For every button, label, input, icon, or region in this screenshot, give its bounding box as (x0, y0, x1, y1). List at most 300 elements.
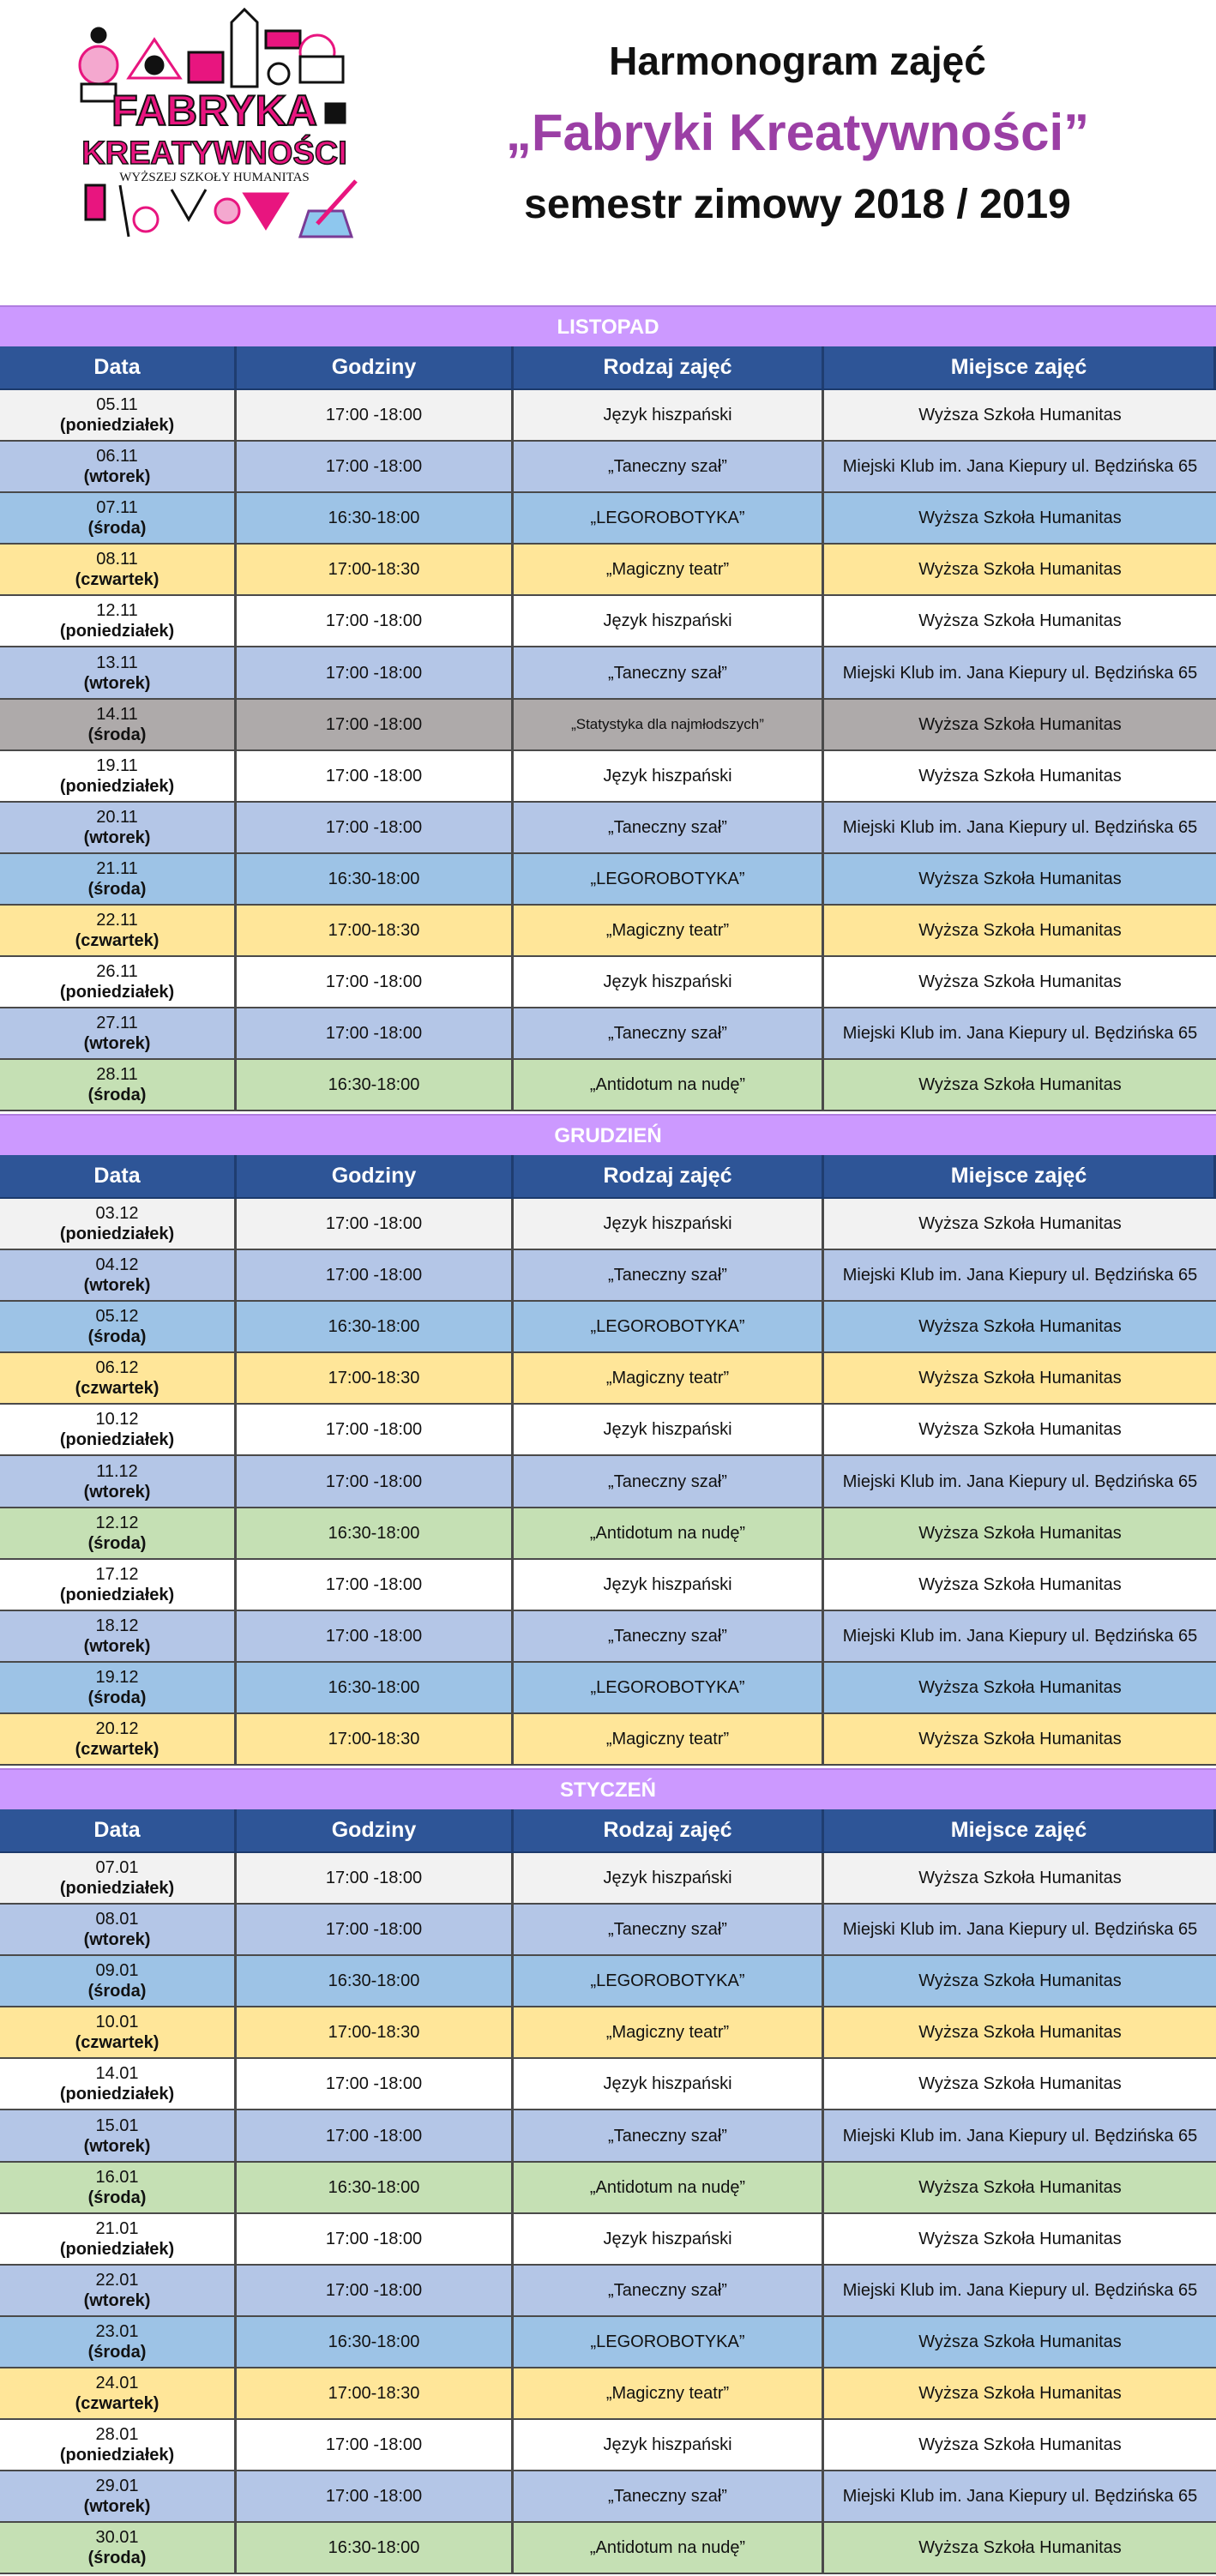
activity-cell: Język hiszpański (514, 2214, 824, 2264)
page-header (0, 0, 1216, 305)
activity-cell: Język hiszpański (514, 957, 824, 1007)
date-cell (0, 1663, 237, 1712)
date-cell (0, 2007, 237, 2057)
date-cell (0, 1060, 237, 1110)
hours-cell: 17:00 -18:00 (237, 1905, 514, 1954)
month-section (0, 305, 1216, 1111)
date-cell (0, 1008, 237, 1058)
activity-cell: „Magiczny teatr” (514, 1353, 824, 1403)
column-header: Data (0, 1155, 237, 1197)
date-cell (0, 493, 237, 543)
date-value: 06.11 (96, 447, 138, 466)
date-value: 05.12 (95, 1307, 139, 1327)
weekday-value: (poniedziałek) (59, 2446, 175, 2465)
date-cell (0, 1250, 237, 1300)
hours-cell: 17:00 -18:00 (237, 751, 514, 801)
table-row (0, 854, 1216, 906)
date-cell (0, 803, 237, 852)
weekday-value: (wtorek) (83, 1276, 151, 1296)
hours-cell: 17:00 -18:00 (237, 1250, 514, 1300)
table-row (0, 1199, 1216, 1250)
table-row (0, 596, 1216, 647)
activity-cell: Język hiszpański (514, 390, 824, 440)
date-cell (0, 2266, 237, 2315)
date-cell (0, 1508, 237, 1558)
weekday-value: (wtorek) (83, 673, 151, 693)
place-cell: Wyższa Szkoła Humanitas (918, 1729, 1122, 1748)
hours-cell: 16:30-18:00 (237, 1956, 514, 2006)
hours-cell: 17:00 -18:00 (237, 1199, 514, 1249)
activity-cell: „Magiczny teatr” (514, 2007, 824, 2057)
date-cell (0, 1611, 237, 1661)
table-row (0, 1353, 1216, 1405)
hours-cell: 17:00 -18:00 (237, 390, 514, 440)
weekday-value: (poniedziałek) (59, 1585, 175, 1604)
weekday-value: (wtorek) (83, 1034, 151, 1054)
activity-cell: „Antidotum na nudę” (514, 1060, 824, 1110)
hours-cell: 17:00-18:30 (237, 1714, 514, 1764)
place-cell: Wyższa Szkoła Humanitas (918, 1317, 1122, 1337)
activity-cell: „Antidotum na nudę” (514, 1508, 824, 1558)
month-title: STYCZEŃ (0, 1768, 1216, 1809)
weekday-value: (środa) (87, 725, 147, 744)
date-value: 12.11 (96, 601, 138, 621)
date-value: 14.11 (96, 704, 138, 724)
weekday-value: (poniedziałek) (59, 983, 175, 1002)
hours-cell: 16:30-18:00 (237, 2523, 514, 2573)
title-line1: Harmonogram zajęć (609, 39, 986, 83)
place-cell: Wyższa Szkoła Humanitas (918, 1869, 1122, 1888)
table-row (0, 2214, 1216, 2266)
date-value: 19.11 (96, 755, 138, 775)
weekday-value: (środa) (87, 2342, 147, 2362)
hours-cell: 16:30-18:00 (237, 2163, 514, 2212)
date-cell (0, 545, 237, 594)
activity-cell: „Taneczny szał” (514, 803, 824, 852)
column-header: Godziny (237, 346, 514, 388)
place-cell: Wyższa Szkoła Humanitas (918, 2229, 1122, 2248)
activity-cell: „Taneczny szał” (514, 1250, 824, 1300)
weekday-value: (poniedziałek) (59, 1879, 175, 1899)
date-cell (0, 2163, 237, 2212)
date-cell (0, 1560, 237, 1610)
activity-cell: Język hiszpański (514, 1560, 824, 1610)
table-row (0, 1956, 1216, 2007)
table-row (0, 390, 1216, 442)
date-value: 28.01 (95, 2425, 139, 2445)
hours-cell: 17:00 -18:00 (237, 647, 514, 697)
place-cell: Miejski Klub im. Jana Kiepury ul. Będzińska 65 (842, 663, 1198, 683)
place-cell: Wyższa Szkoła Humanitas (918, 1420, 1122, 1440)
date-value: 12.12 (95, 1513, 139, 1532)
place-cell: Miejski Klub im. Jana Kiepury ul. Będzińska 65 (842, 1472, 1198, 1491)
place-cell: Wyższa Szkoła Humanitas (918, 2383, 1122, 2403)
place-cell: Wyższa Szkoła Humanitas (918, 766, 1122, 785)
date-value: 05.11 (96, 395, 138, 415)
column-header: Godziny (237, 1809, 514, 1851)
activity-cell: „Magiczny teatr” (514, 545, 824, 594)
column-header: Godziny (237, 1155, 514, 1197)
place-cell: Wyższa Szkoła Humanitas (918, 869, 1122, 888)
table-row (0, 2266, 1216, 2317)
table-row (0, 545, 1216, 596)
place-cell: Wyższa Szkoła Humanitas (918, 509, 1122, 528)
weekday-value: (środa) (87, 519, 147, 539)
table-row (0, 1456, 1216, 1508)
table-row (0, 1405, 1216, 1456)
logo-line2: KREATYWNOŚCI (81, 135, 347, 172)
place-cell: Wyższa Szkoła Humanitas (918, 2023, 1122, 2043)
table-row (0, 1250, 1216, 1302)
activity-cell: Język hiszpański (514, 1199, 824, 1249)
weekday-value: (środa) (87, 879, 147, 899)
table-row (0, 700, 1216, 751)
place-cell: Miejski Klub im. Jana Kiepury ul. Będzińska 65 (842, 1266, 1198, 1285)
table-row (0, 2471, 1216, 2523)
date-cell (0, 647, 237, 697)
title-block (446, 34, 1149, 228)
weekday-value: (środa) (87, 2188, 147, 2207)
table-row (0, 442, 1216, 493)
hours-cell: 17:00 -18:00 (237, 1611, 514, 1661)
weekday-value: (wtorek) (83, 828, 151, 847)
date-cell (0, 2214, 237, 2264)
date-value: 10.01 (95, 2013, 139, 2032)
title-line2: „Fabryki Kreatywności” (505, 104, 1090, 161)
weekday-value: (poniedziałek) (59, 2239, 175, 2259)
table-row (0, 1714, 1216, 1766)
date-cell (0, 2420, 237, 2470)
date-cell (0, 1353, 237, 1403)
column-header: Data (0, 1809, 237, 1851)
column-header: Miejsce zajęć (824, 1155, 1216, 1197)
date-value: 18.12 (95, 1616, 139, 1635)
hours-cell: 17:00 -18:00 (237, 596, 514, 646)
place-cell: Miejski Klub im. Jana Kiepury ul. Będzińska 65 (842, 2280, 1198, 2300)
weekday-value: (czwartek) (75, 1379, 160, 1399)
table-row (0, 1508, 1216, 1560)
hours-cell: 17:00 -18:00 (237, 957, 514, 1007)
date-value: 08.11 (96, 550, 138, 569)
table-row (0, 2368, 1216, 2420)
date-cell (0, 2317, 237, 2367)
weekday-value: (wtorek) (83, 2497, 151, 2517)
date-value: 06.12 (95, 1358, 139, 1378)
date-cell (0, 700, 237, 749)
activity-cell: „LEGOROBOTYKA” (514, 2317, 824, 2367)
date-value: 07.01 (95, 1858, 139, 1878)
weekday-value: (poniedziałek) (59, 622, 175, 641)
date-cell (0, 442, 237, 491)
weekday-value: (wtorek) (83, 2290, 151, 2310)
activity-cell: „LEGOROBOTYKA” (514, 493, 824, 543)
date-cell (0, 854, 237, 904)
date-value: 09.01 (95, 1961, 139, 1981)
column-header-row (0, 1809, 1216, 1853)
table-row (0, 2007, 1216, 2059)
logo-line1: FABRYKA (111, 87, 317, 135)
activity-cell: „Antidotum na nudę” (514, 2523, 824, 2573)
place-cell: Miejski Klub im. Jana Kiepury ul. Będzińska 65 (842, 1920, 1198, 1940)
hours-cell: 17:00 -18:00 (237, 2420, 514, 2470)
place-cell: Wyższa Szkoła Humanitas (918, 1971, 1122, 1991)
date-cell (0, 906, 237, 955)
date-value: 07.11 (96, 498, 138, 518)
activity-cell: „Taneczny szał” (514, 2266, 824, 2315)
date-value: 20.11 (96, 807, 138, 827)
table-row (0, 1560, 1216, 1611)
table-row (0, 2059, 1216, 2110)
weekday-value: (czwartek) (75, 570, 160, 590)
place-cell: Miejski Klub im. Jana Kiepury ul. Będzińska 65 (842, 2126, 1198, 2146)
date-value: 26.11 (96, 962, 138, 982)
date-value: 03.12 (95, 1204, 139, 1224)
date-cell (0, 1853, 237, 1903)
activity-cell: „LEGOROBOTYKA” (514, 1302, 824, 1351)
hours-cell: 17:00-18:30 (237, 1353, 514, 1403)
hours-cell: 17:00 -18:00 (237, 1560, 514, 1610)
place-cell: Wyższa Szkoła Humanitas (918, 1369, 1122, 1388)
hours-cell: 17:00-18:30 (237, 545, 514, 594)
table-row (0, 2317, 1216, 2368)
date-cell (0, 2110, 237, 2160)
column-header: Miejsce zajęć (824, 346, 1216, 388)
activity-cell: „Taneczny szał” (514, 1905, 824, 1954)
date-cell (0, 1956, 237, 2006)
place-cell: Wyższa Szkoła Humanitas (918, 2074, 1122, 2094)
logo-line3: WYŻSZEJ SZKOŁY HUMANITAS (119, 171, 310, 184)
table-row (0, 2163, 1216, 2214)
activity-cell: Język hiszpański (514, 2420, 824, 2470)
column-header-row (0, 1155, 1216, 1199)
hours-cell: 17:00 -18:00 (237, 2266, 514, 2315)
month-title: GRUDZIEŃ (0, 1114, 1216, 1155)
date-value: 04.12 (95, 1255, 139, 1275)
hours-cell: 17:00 -18:00 (237, 2059, 514, 2109)
table-row (0, 1663, 1216, 1714)
activity-cell: Język hiszpański (514, 2059, 824, 2109)
hours-cell: 17:00 -18:00 (237, 1456, 514, 1506)
date-cell (0, 2523, 237, 2573)
place-cell: Wyższa Szkoła Humanitas (918, 1075, 1122, 1095)
weekday-value: (środa) (87, 1688, 147, 1707)
table-row (0, 647, 1216, 699)
activity-cell: „Statystyka dla najmłodszych” (514, 700, 824, 749)
date-value: 10.12 (95, 1410, 139, 1429)
activity-cell: „Taneczny szał” (514, 2471, 824, 2521)
place-cell: Miejski Klub im. Jana Kiepury ul. Będzińska 65 (842, 457, 1198, 477)
hours-cell: 17:00 -18:00 (237, 1008, 514, 1058)
place-cell: Wyższa Szkoła Humanitas (918, 920, 1122, 940)
date-value: 13.11 (96, 653, 138, 672)
date-cell (0, 957, 237, 1007)
hours-cell: 16:30-18:00 (237, 1663, 514, 1712)
activity-cell: Język hiszpański (514, 1405, 824, 1454)
date-cell (0, 2059, 237, 2109)
weekday-value: (poniedziałek) (59, 1225, 175, 1244)
column-header: Rodzaj zajęć (514, 1155, 824, 1197)
month-section (0, 1114, 1216, 1766)
hours-cell: 17:00 -18:00 (237, 803, 514, 852)
weekday-value: (poniedziałek) (59, 2085, 175, 2104)
activity-cell: „Taneczny szał” (514, 647, 824, 697)
place-cell: Wyższa Szkoła Humanitas (918, 2538, 1122, 2558)
date-value: 30.01 (95, 2528, 139, 2548)
hours-cell: 16:30-18:00 (237, 1060, 514, 1110)
hours-cell: 17:00 -18:00 (237, 1405, 514, 1454)
date-cell (0, 1905, 237, 1954)
table-row (0, 803, 1216, 854)
date-value: 19.12 (95, 1667, 139, 1687)
table-row (0, 1611, 1216, 1663)
place-cell: Wyższa Szkoła Humanitas (918, 2332, 1122, 2351)
date-cell (0, 2368, 237, 2418)
table-row (0, 2110, 1216, 2162)
weekday-value: (poniedziałek) (59, 1430, 175, 1450)
activity-cell: Język hiszpański (514, 751, 824, 801)
activity-cell: „Taneczny szał” (514, 1456, 824, 1506)
hours-cell: 16:30-18:00 (237, 854, 514, 904)
table-row (0, 1905, 1216, 1956)
date-value: 22.11 (96, 910, 138, 930)
place-cell: Wyższa Szkoła Humanitas (918, 714, 1122, 734)
date-cell (0, 1405, 237, 1454)
table-row (0, 1008, 1216, 1060)
table-row (0, 2420, 1216, 2471)
place-cell: Wyższa Szkoła Humanitas (918, 611, 1122, 631)
activity-cell: Język hiszpański (514, 596, 824, 646)
date-value: 08.01 (95, 1910, 139, 1929)
table-row (0, 957, 1216, 1008)
date-value: 11.12 (96, 1461, 138, 1481)
place-cell: Wyższa Szkoła Humanitas (918, 1574, 1122, 1594)
activity-cell: „Taneczny szał” (514, 1008, 824, 1058)
column-header: Data (0, 346, 237, 388)
date-value: 16.01 (95, 2167, 139, 2187)
date-value: 15.01 (95, 2116, 139, 2135)
place-cell: Miejski Klub im. Jana Kiepury ul. Będzińska 65 (842, 1024, 1198, 1044)
weekday-value: (poniedziałek) (59, 776, 175, 796)
weekday-value: (wtorek) (83, 1636, 151, 1656)
hours-cell: 17:00 -18:00 (237, 1853, 514, 1903)
activity-cell: „Magiczny teatr” (514, 2368, 824, 2418)
table-row (0, 906, 1216, 957)
activity-cell: „LEGOROBOTYKA” (514, 854, 824, 904)
weekday-value: (wtorek) (83, 467, 151, 487)
date-cell (0, 1199, 237, 1249)
place-cell: Wyższa Szkoła Humanitas (918, 2435, 1122, 2455)
activity-cell: „Magiczny teatr” (514, 906, 824, 955)
weekday-value: (czwartek) (75, 2393, 160, 2413)
weekday-value: (środa) (87, 1327, 147, 1347)
fabryka-kreatywnosci-logo (60, 5, 369, 254)
title-line3: semestr zimowy 2018 / 2019 (524, 182, 1071, 227)
place-cell: Miejski Klub im. Jana Kiepury ul. Będzińska 65 (842, 817, 1198, 837)
date-cell (0, 1456, 237, 1506)
place-cell: Miejski Klub im. Jana Kiepury ul. Będzińska 65 (842, 1626, 1198, 1646)
weekday-value: (czwartek) (75, 1739, 160, 1759)
hours-cell: 17:00 -18:00 (237, 2110, 514, 2160)
date-value: 23.01 (95, 2321, 139, 2341)
date-cell (0, 1302, 237, 1351)
table-row (0, 493, 1216, 545)
hours-cell: 17:00-18:30 (237, 2007, 514, 2057)
column-header: Miejsce zajęć (824, 1809, 1216, 1851)
place-cell: Wyższa Szkoła Humanitas (918, 1677, 1122, 1697)
hours-cell: 17:00 -18:00 (237, 2214, 514, 2264)
hours-cell: 17:00-18:30 (237, 2368, 514, 2418)
table-row (0, 1060, 1216, 1111)
column-header: Rodzaj zajęć (514, 346, 824, 388)
date-value: 28.11 (96, 1065, 138, 1085)
weekday-value: (poniedziałek) (59, 416, 175, 436)
weekday-value: (czwartek) (75, 930, 160, 950)
weekday-value: (środa) (87, 1086, 147, 1105)
place-cell: Wyższa Szkoła Humanitas (918, 2177, 1122, 2197)
activity-cell: „LEGOROBOTYKA” (514, 1956, 824, 2006)
place-cell: Miejski Klub im. Jana Kiepury ul. Będzińska 65 (842, 2487, 1198, 2507)
date-cell (0, 2471, 237, 2521)
hours-cell: 16:30-18:00 (237, 1508, 514, 1558)
date-cell (0, 390, 237, 440)
activity-cell: „Taneczny szał” (514, 442, 824, 491)
hours-cell: 17:00 -18:00 (237, 2471, 514, 2521)
hours-cell: 16:30-18:00 (237, 1302, 514, 1351)
date-cell (0, 751, 237, 801)
column-header: Rodzaj zajęć (514, 1809, 824, 1851)
date-value: 24.01 (95, 2373, 139, 2392)
hours-cell: 17:00 -18:00 (237, 700, 514, 749)
weekday-value: (wtorek) (83, 2136, 151, 2156)
activity-cell: „Magiczny teatr” (514, 1714, 824, 1764)
place-cell: Wyższa Szkoła Humanitas (918, 972, 1122, 992)
activity-cell: „Taneczny szał” (514, 1611, 824, 1661)
weekday-value: (środa) (87, 2549, 147, 2568)
date-value: 22.01 (95, 2270, 139, 2290)
table-row (0, 751, 1216, 803)
date-value: 27.11 (96, 1014, 138, 1033)
hours-cell: 17:00 -18:00 (237, 442, 514, 491)
table-row (0, 1853, 1216, 1905)
hours-cell: 16:30-18:00 (237, 493, 514, 543)
place-cell: Wyższa Szkoła Humanitas (918, 1523, 1122, 1543)
weekday-value: (środa) (87, 1533, 147, 1553)
activity-cell: „Antidotum na nudę” (514, 2163, 824, 2212)
date-value: 17.12 (95, 1564, 139, 1584)
column-header-row (0, 346, 1216, 390)
date-cell (0, 596, 237, 646)
weekday-value: (wtorek) (83, 1930, 151, 1950)
date-cell (0, 1714, 237, 1764)
date-value: 21.11 (96, 858, 138, 878)
activity-cell: Język hiszpański (514, 1853, 824, 1903)
place-cell: Wyższa Szkoła Humanitas (918, 1214, 1122, 1234)
hours-cell: 16:30-18:00 (237, 2317, 514, 2367)
place-cell: Wyższa Szkoła Humanitas (918, 560, 1122, 580)
date-value: 14.01 (95, 2064, 139, 2084)
month-title: LISTOPAD (0, 305, 1216, 346)
month-section (0, 1768, 1216, 2574)
weekday-value: (czwartek) (75, 2033, 160, 2053)
table-row (0, 2523, 1216, 2574)
date-value: 21.01 (95, 2218, 139, 2238)
activity-cell: „Taneczny szał” (514, 2110, 824, 2160)
weekday-value: (wtorek) (83, 1482, 151, 1502)
activity-cell: „LEGOROBOTYKA” (514, 1663, 824, 1712)
table-row (0, 1302, 1216, 1353)
weekday-value: (środa) (87, 1982, 147, 2001)
date-value: 20.12 (95, 1718, 139, 1738)
